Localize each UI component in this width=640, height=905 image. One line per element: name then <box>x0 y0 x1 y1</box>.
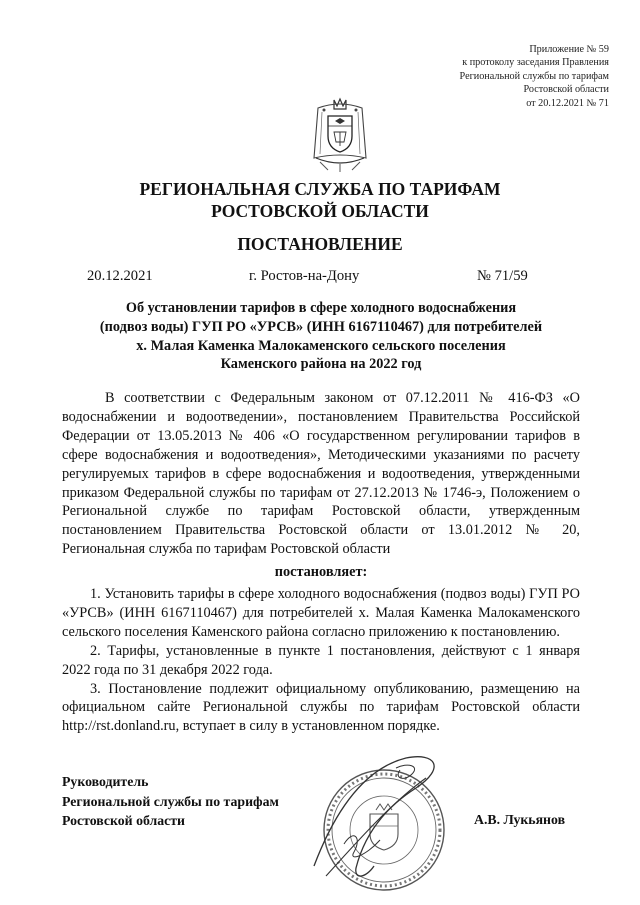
signer-title-line: Руководитель <box>62 774 149 789</box>
signer-title <box>62 772 279 831</box>
subject-line: (подвоз воды) ГУП РО «УРСВ» (ИНН 6167110467) для потребителей <box>99 318 543 335</box>
decree-item: 2. Тарифы, установленные в пункте 1 постановления, действуют с 1 января 2022 года по 31 декабря 2022 года. <box>62 642 580 678</box>
document-city: г. Ростов-на-Дону <box>249 268 360 284</box>
decree-word: постановляет: <box>274 564 368 580</box>
official-seal-icon <box>296 748 456 898</box>
organization-title-line: РОСТОВСКОЙ ОБЛАСТИ <box>211 201 429 221</box>
appendix-line: Ростовской области <box>523 84 609 96</box>
document-date: 20.12.2021 <box>87 268 153 284</box>
subject-line: Об установлении тарифов в сфере холодного водоснабжения <box>125 300 517 316</box>
preamble-text: В соответствии с Федеральным законом от 07.12.2011 № 416-ФЗ «О водоснабжении и водоотведении», постановлением Правительства Российской Федерации от 13.05.2013 № 406 «О государственном регулировании тарифов в сфере водоснабжения и водоотведения», Методическими указаниями по расчету регулируемых тарифов в сфере водоснабжения и водоотведения, утвержденными приказом Федеральной службы по тарифам от 27.12.2013 № 1746-э, Положением о Региональной службе по тарифам Ростовской области, утвержденным постановлением Правительства Ростовской области от 13.01.2012 № 20, Региональная служба по тарифам Ростовской области <box>62 390 580 558</box>
decree-items <box>62 585 580 736</box>
subject-line: Каменского района на 2022 год <box>220 356 422 373</box>
organization-title <box>40 178 600 222</box>
appendix-line: от 20.12.2021 № 71 <box>526 97 609 109</box>
coat-of-arms-icon <box>308 96 372 174</box>
signer-name: А.В. Лукьянов <box>474 812 566 827</box>
appendix-line: к протоколу заседания Правления <box>462 57 609 69</box>
document-subject <box>62 299 580 374</box>
signer-title-line: Ростовской области <box>62 813 186 828</box>
subject-line: х. Малая Каменка Малокаменского сельского поселения <box>136 337 506 354</box>
signer-title-line: Региональной службы по тарифам <box>62 793 279 809</box>
decree-item: 1. Установить тарифы в сфере холодного водоснабжения (подвоз воды) ГУП РО «УРСВ» (ИНН 6167110467) для потребителей х. Малая Каменка Малокаменского сельского поселения Каменского района согласно приложению к постановлению. <box>62 586 580 640</box>
appendix-note <box>389 43 609 110</box>
decree-item: 3. Постановление подлежит официальному опубликованию, размещению на официальном сайте Региональной службы по тарифам Ростовской области http://rst.donland.ru, вступает в силу в установленном порядке. <box>62 680 580 735</box>
document-number: № 71/59 <box>477 268 528 284</box>
document-type: ПОСТАНОВЛЕНИЕ <box>237 234 403 254</box>
preamble-paragraph <box>62 389 580 559</box>
appendix-line: Приложение № 59 <box>529 44 609 55</box>
appendix-line: Региональной службы по тарифам <box>459 70 609 82</box>
organization-title-line: РЕГИОНАЛЬНАЯ СЛУЖБА ПО ТАРИФАМ <box>139 179 501 199</box>
